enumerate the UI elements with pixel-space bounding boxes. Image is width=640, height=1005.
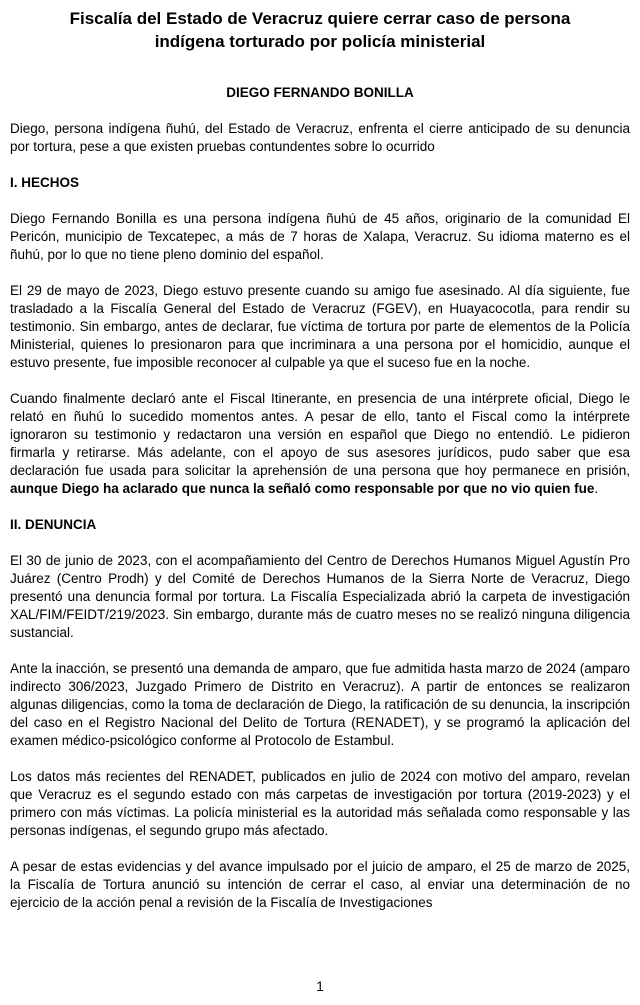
paragraph: El 30 de junio de 2023, con el acompañamiento del Centro de Derechos Humanos Miguel Agustín Pro Juárez (Centro Prodh) y del Comité de Derechos Humanos de la Sierra Norte de Veracruz, Diego presentó una denuncia formal por tortura. La Fiscalía Especializada abrió la carpeta de investigación XAL/FIM/FEIDT/219/2023. Sin embargo, durante más de cuatro meses no se realizó ninguna diligencia sustancial.: [10, 553, 630, 640]
paragraph: [10, 390, 630, 498]
paragraph: Ante la inacción, se presentó una demanda de amparo, que fue admitida hasta marzo de 2024 (amparo indirecto 306/2023, Juzgado Primero de Distrito en Veracruz). A partir de entonces se realizaron algunas diligencias, como la toma de declaración de Diego, la ratificación de su denuncia, la inscripción del caso en el Registro Nacional del Delito de Tortura (RENADET), y se programó la aplicación del examen médico-psicológico conforme al Protocolo de Estambul.: [10, 661, 630, 748]
lede-paragraph: Diego, persona indígena ñuhú, del Estado de Veracruz, enfrenta el cierre anticipado de su denuncia por tortura, pese a que existen pruebas contundentes sobre lo ocurrido: [10, 121, 630, 154]
paragraph-text: Cuando finalmente declaró ante el Fiscal Itinerante, en presencia de una intérprete oficial, Diego le relató en ñuhú lo sucedido momentos antes. A pesar de ello, tanto el Fiscal como la intérprete ignoraron su testimonio y redactaron una versión en español que Diego no entendió. Le pidieron firmarla y retirarse. Más adelante, con el apoyo de sus asesores jurídicos, pudo saber que esa declaración fue usada para solicitar la aprehensión de una persona que hoy permanece en prisión,: [10, 391, 630, 478]
document-title: Fiscalía del Estado de Veracruz quiere cerrar caso de persona indígena torturado por policía ministerial: [69, 9, 571, 51]
section-heading-denuncia: II. DENUNCIA: [10, 517, 97, 532]
paragraph-text: .: [594, 481, 599, 496]
section-heading-hechos: I. HECHOS: [10, 175, 80, 190]
paragraph: Diego Fernando Bonilla es una persona indígena ñuhú de 45 años, originario de la comunidad El Pericón, municipio de Texcatepec, a más de 7 horas de Xalapa, Veracruz. Su idioma materno es el ñuhú, por lo que no tiene pleno dominio del español.: [10, 211, 630, 262]
page-number: 1: [316, 979, 324, 994]
byline: DIEGO FERNANDO BONILLA: [226, 85, 414, 100]
paragraph: El 29 de mayo de 2023, Diego estuvo presente cuando su amigo fue asesinado. Al día siguiente, fue trasladado a la Fiscalía General del Estado de Veracruz (FGEV), en Huayacocotla, para rendir su testimonio. Sin embargo, antes de declarar, fue víctima de tortura por parte de elementos de la Policía Ministerial, quienes lo presionaron para que incriminara a una persona por el homicidio, aunque el estuvo presente, fue imposible reconocer al culpable ya que el suceso fue en la noche.: [10, 283, 630, 370]
paragraph: A pesar de estas evidencias y del avance impulsado por el juicio de amparo, el 25 de marzo de 2025, la Fiscalía de Tortura anunció su intención de cerrar el caso, al enviar una determinación de no ejercicio de la acción penal a revisión de la Fiscalía de Investigaciones: [10, 859, 630, 910]
paragraph-bold-text: aunque Diego ha aclarado que nunca la señaló como responsable por que no vio quien fue: [10, 481, 595, 496]
paragraph: Los datos más recientes del RENADET, publicados en julio de 2024 con motivo del amparo, revelan que Veracruz es el segundo estado con más carpetas de investigación por tortura (2019-2023) y el primero con más víctimas. La policía ministerial es la autoridad más señalada como responsable y las personas indígenas, el segundo grupo más afectado.: [10, 769, 630, 838]
